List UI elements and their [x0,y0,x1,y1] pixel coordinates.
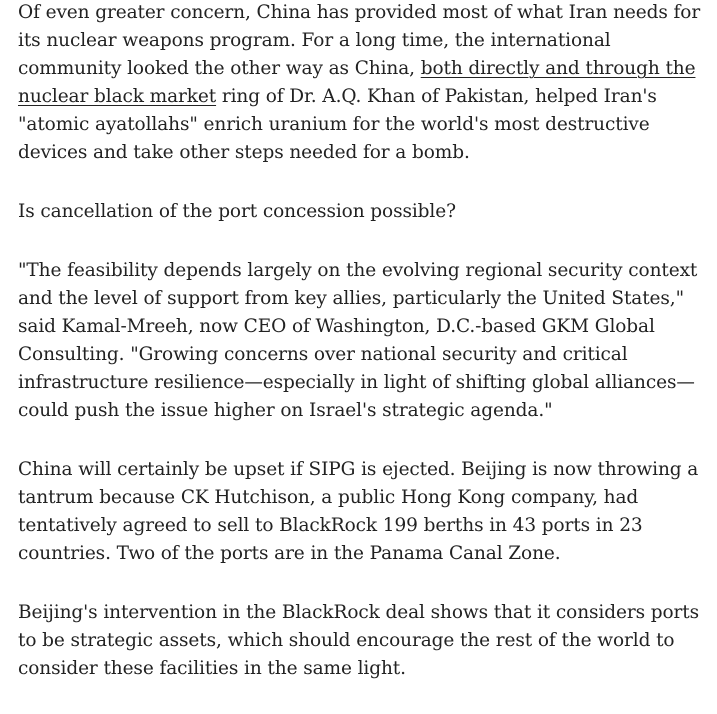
paragraph-china-iran [18,0,708,167]
paragraph-text: Of even greater concern, China has provided most of what Iran needs for its nuclear weapons program. For a long time, the international community looked the other way as China, [18,2,701,79]
paragraph-question: Is cancellation of the port concession possible? [18,201,456,222]
paragraph-text: ring of Dr. A.Q. Khan of Pakistan, helped Iran's "atomic ayatollahs" enrich uranium for the world's most destructive devices and take other steps needed for a bomb. [18,86,657,163]
khan-network-link[interactable]: both directly and through the nuclear black market [18,58,696,107]
article-body [18,0,708,714]
paragraph-blackrock: Beijing's intervention in the BlackRock deal shows that it considers ports to be strategic assets, which should encourage the rest of the world to consider these facilities in the same light. [18,602,699,679]
paragraph-sipg: China will certainly be upset if SIPG is ejected. Beijing is now throwing a tantrum because CK Hutchison, a public Hong Kong company, had tentatively agreed to sell to BlackRock 199 berths in 43 ports in 23 countries. Two of the ports are in the Panama Canal Zone. [18,459,699,564]
paragraph-quote: "The feasibility depends largely on the evolving regional security context and the level of support from key allies, particularly the United States," said Kamal-Mreeh, now CEO of Washington, D.C.-based GKM Global Consulting. "Growing concerns over national security and critical infrastructure resilience—especially in light of shifting global alliances—could push the issue higher on Israel's strategic agenda." [18,260,698,421]
